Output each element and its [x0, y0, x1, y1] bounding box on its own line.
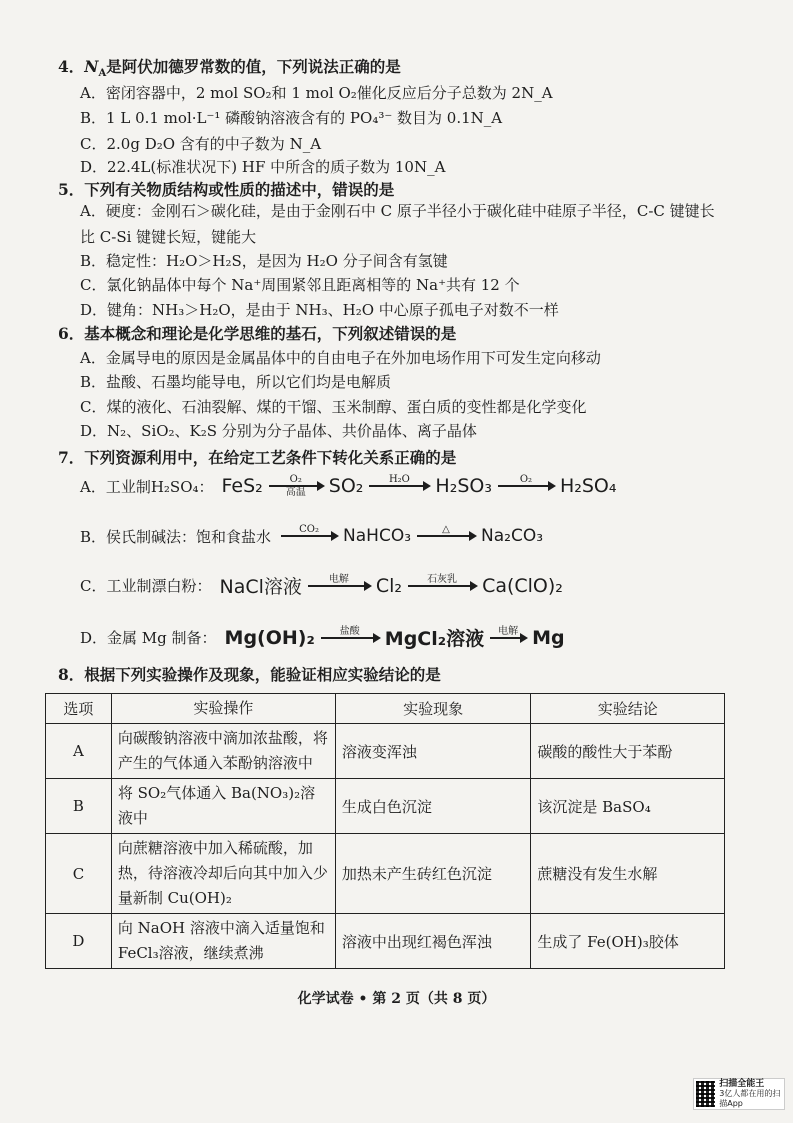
table-row — [46, 914, 725, 969]
watermark-subtitle: 3亿人都在用的扫描App — [719, 1089, 781, 1108]
table-cell-option: C — [46, 834, 112, 914]
table-cell-operation: 向 NaOH 溶液中滴入适量饱和 FeCl₃溶液，继续煮沸 — [111, 914, 335, 969]
q7-c-s2: Cl₂ — [375, 574, 403, 597]
scanner-watermark — [693, 1078, 785, 1110]
table-cell-conclusion: 碳酸的酸性大于苯酚 — [531, 724, 725, 779]
table-cell-operation: 向蔗糖溶液中加入稀硫酸，加热，待溶液冷却后向其中加入少量新制 Cu(OH)₂ — [111, 834, 335, 914]
q7-d-label: D．金属 Mg 制备： — [80, 629, 217, 647]
table-row — [46, 779, 725, 834]
reaction-arrow-icon: O₂ 高温 — [269, 474, 323, 498]
q7-a-s1: FeS₂ — [221, 475, 263, 497]
q7-d-s2: MgCl₂溶液 — [384, 628, 485, 650]
table-row — [46, 724, 725, 779]
table-cell-conclusion: 生成了 Fe(OH)₃胶体 — [531, 914, 725, 969]
table-cell-operation: 将 SO₂气体通入 Ba(NO₃)₂溶液中 — [111, 779, 335, 834]
watermark-title: 扫描全能王 — [719, 1079, 765, 1089]
table-row — [46, 834, 725, 914]
q7-b-s2: NaHCO₃ — [343, 526, 412, 546]
q7-d-s3: Mg — [532, 626, 565, 649]
reaction-arrow-icon: 石灰乳 — [408, 574, 476, 598]
reaction-arrow-icon: 电解 — [308, 574, 370, 598]
table-cell-conclusion: 该沉淀是 BaSO₄ — [531, 779, 725, 834]
q7-c-label: C．工业制漂白粉： — [80, 577, 212, 595]
reaction-arrow-icon: CO₂ — [281, 524, 337, 548]
q7-option-b — [80, 524, 543, 548]
q4-option-d: D．22.4L(标准状况下) HF 中所含的质子数为 10N_A — [80, 158, 446, 176]
table-cell-conclusion: 蔗糖没有发生水解 — [531, 834, 725, 914]
table-cell-phenomenon: 溶液变浑浊 — [335, 724, 531, 779]
q7-option-c — [80, 572, 563, 599]
q7-option-d — [80, 624, 565, 651]
table-cell-option: D — [46, 914, 112, 969]
table-cell-option: B — [46, 779, 112, 834]
q7-a-label: A．工业制H₂SO₄： — [80, 477, 214, 496]
reaction-arrow-icon: 盐酸 — [321, 626, 379, 650]
q7-b-label: B．侯氏制碱法：饱和食盐水 — [80, 527, 272, 546]
experiment-table — [45, 693, 725, 969]
q4-option-a: A．密闭容器中，2 mol SO₂和 1 mol O₂催化反应后分子总数为 2N_A — [80, 84, 553, 102]
table-header-row — [46, 694, 725, 724]
q7-a-s4: H₂SO₄ — [559, 475, 617, 497]
table-cell-operation: 向碳酸钠溶液中滴加浓盐酸，将产生的气体通入苯酚钠溶液中 — [111, 724, 335, 779]
q4-stem: 4．$N_A$是阿伏加德罗常数的值，下列说法正确的是 — [58, 57, 401, 80]
table-cell-phenomenon: 溶液中出现红褐色浑浊 — [335, 914, 531, 969]
table-header-cell: 实验结论 — [531, 694, 725, 724]
q5-option-a: A．硬度：金刚石＞碳化硅，是由于金刚石中 C 原子半径小于碳化硅中硅原子半径，C-C 键键长比 C-Si 键键长短，键能大 — [80, 202, 715, 246]
q5-stem: 5．下列有关物质结构或性质的描述中，错误的是 — [58, 180, 395, 199]
q7-a-s3: H₂SO₃ — [435, 475, 492, 497]
q5-option-d: D．键角：NH₃＞H₂O，是由于 NH₃、H₂O 中心原子孤电子对数不一样 — [80, 301, 559, 319]
q5-option-b: B．稳定性：H₂O＞H₂S，是因为 H₂O 分子间含有氢键 — [80, 252, 448, 270]
q6-stem: 6．基本概念和理论是化学思维的基石，下列叙述错误的是 — [58, 324, 457, 343]
q7-a-s2: SO₂ — [328, 475, 364, 497]
q7-d-s1: Mg(OH)₂ — [224, 626, 315, 649]
table-cell-phenomenon: 加热未产生砖红色沉淀 — [335, 834, 531, 914]
q8-stem: 8．根据下列实验操作及现象，能验证相应实验结论的是 — [58, 665, 441, 684]
table-cell-option: A — [46, 724, 112, 779]
q6-option-a: A．金属导电的原因是金属晶体中的自由电子在外加电场作用下可发生定向移动 — [80, 349, 601, 367]
reaction-arrow-icon: H₂O — [369, 474, 429, 498]
q7-stem: 7．下列资源利用中，在给定工艺条件下转化关系正确的是 — [58, 448, 457, 467]
q7-c-s3: Ca(ClO)₂ — [482, 574, 563, 597]
reaction-arrow-icon: O₂ — [498, 474, 554, 498]
table-header-cell: 选项 — [46, 694, 112, 724]
q6-option-c: C．煤的液化、石油裂解、煤的干馏、玉米制醇、蛋白质的变性都是化学变化 — [80, 398, 587, 416]
page-footer: 化学试卷 • 第 2 页（共 8 页） — [297, 991, 496, 1007]
qr-code-icon — [696, 1081, 715, 1107]
reaction-arrow-icon: △ — [417, 524, 475, 548]
q7-option-a — [80, 474, 617, 498]
q4-option-c: C．2.0g D₂O 含有的中子数为 N_A — [80, 135, 322, 153]
q7-b-s3: Na₂CO₃ — [481, 526, 544, 546]
q7-c-s1: NaCl溶液 — [219, 576, 302, 598]
q6-option-b: B．盐酸、石墨均能导电，所以它们均是电解质 — [80, 373, 392, 391]
reaction-arrow-icon: 电解 — [490, 626, 526, 650]
q5-option-c: C．氯化钠晶体中每个 Na⁺周围紧邻且距离相等的 Na⁺共有 12 个 — [80, 276, 520, 294]
q6-option-d: D．N₂、SiO₂、K₂S 分别为分子晶体、共价晶体、离子晶体 — [80, 422, 477, 440]
table-header-cell: 实验操作 — [111, 694, 335, 724]
table-header-cell: 实验现象 — [335, 694, 531, 724]
q4-option-b: B．1 L 0.1 mol·L⁻¹ 磷酸钠溶液含有的 PO₄³⁻ 数目为 0.1N_A — [80, 109, 503, 127]
table-cell-phenomenon: 生成白色沉淀 — [335, 779, 531, 834]
